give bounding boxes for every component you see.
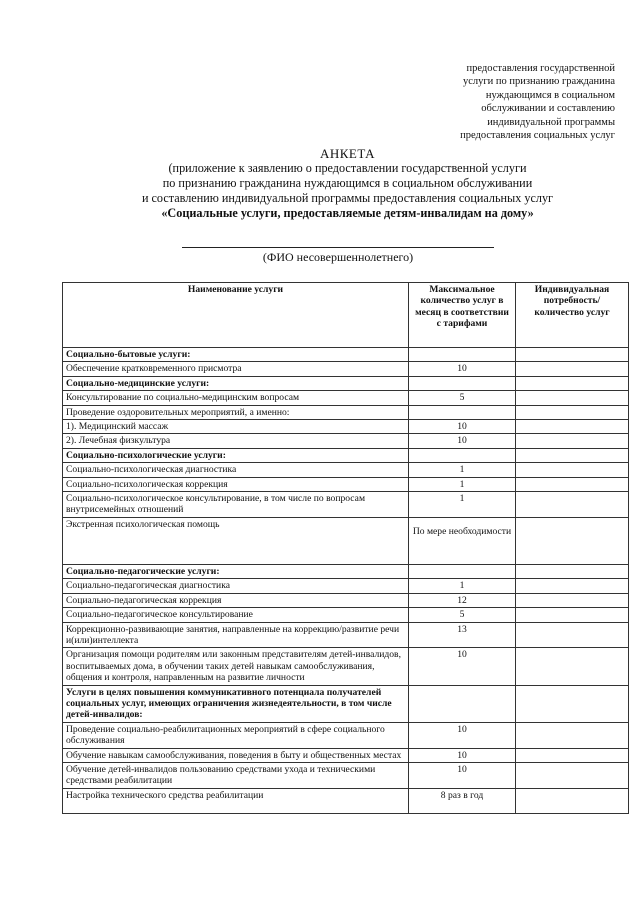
service-name: Проведение оздоровительных мероприятий, а именно:	[63, 405, 409, 419]
individual-need-cell[interactable]	[516, 579, 629, 593]
individual-need-cell[interactable]	[516, 362, 629, 376]
individual-need-cell[interactable]	[516, 762, 629, 788]
column-header-name: Наименование услуги	[63, 283, 409, 348]
fio-label: (ФИО несовершеннолетнего)	[262, 250, 414, 264]
table-row	[63, 463, 629, 477]
table-row	[63, 517, 629, 564]
header-note	[425, 62, 615, 142]
table-row	[63, 593, 629, 607]
individual-need-cell[interactable]	[516, 748, 629, 762]
max-count-cell: 10	[409, 648, 516, 685]
column-header-max: Максимальное количество услуг в месяц в соответствии с тарифами	[409, 283, 516, 348]
table-row	[63, 391, 629, 405]
service-name: Социально-психологическая диагностика	[63, 463, 409, 477]
max-count-cell	[409, 348, 516, 362]
table-row	[63, 477, 629, 491]
service-name: Обеспечение кратковременного присмотра	[63, 362, 409, 376]
individual-need-cell[interactable]	[516, 648, 629, 685]
individual-need-cell[interactable]	[516, 593, 629, 607]
service-name: Коррекционно-развивающие занятия, направленные на коррекцию/развитие речи и(или)интеллекта	[63, 622, 409, 648]
header-note-line: предоставления социальных услуг	[460, 130, 615, 142]
section-title: Социально-педагогические услуги:	[63, 564, 409, 578]
service-name: 2). Лечебная физкультура	[63, 434, 409, 448]
fio-input-line[interactable]	[182, 247, 494, 248]
form-title: АНКЕТА	[319, 146, 376, 161]
table-row	[63, 405, 629, 419]
header-note-line: индивидуальной программы	[487, 116, 615, 128]
individual-need-cell[interactable]	[516, 622, 629, 648]
individual-need-cell[interactable]	[516, 685, 629, 722]
section-row	[63, 376, 629, 390]
header-note-line: услуги по признанию гражданина	[462, 76, 615, 88]
service-name: Социально-психологическая коррекция	[63, 477, 409, 491]
max-count-cell	[409, 685, 516, 722]
service-name: Социально-педагогическая коррекция	[63, 593, 409, 607]
table-row	[63, 788, 629, 813]
max-count-cell	[409, 376, 516, 390]
section-row	[63, 448, 629, 462]
table-row	[63, 608, 629, 622]
service-name: Экстренная психологическая помощь	[63, 517, 409, 564]
column-header-individual: Индивидуальная потребность/ количество услуг	[516, 283, 629, 348]
individual-need-cell[interactable]	[516, 376, 629, 390]
section-row	[63, 348, 629, 362]
table-body	[63, 348, 629, 814]
subtitle-line: по признанию гражданина нуждающимся в социальном обслуживании	[162, 176, 533, 190]
table-row	[63, 579, 629, 593]
service-name: Организация помощи родителям или законным представителям детей-инвалидов, воспитываемых дома, в обучении таких детей навыкам самообслуживания, общения и контроля, направленным на развитие личности	[63, 648, 409, 685]
table-row	[63, 622, 629, 648]
individual-need-cell[interactable]	[516, 348, 629, 362]
services-table	[62, 282, 629, 814]
max-count-cell	[409, 448, 516, 462]
service-name: Социально-педагогическое консультирование	[63, 608, 409, 622]
title-block	[60, 146, 635, 221]
individual-need-cell[interactable]	[516, 420, 629, 434]
individual-need-cell[interactable]	[516, 492, 629, 518]
table-row	[63, 492, 629, 518]
service-title: «Социальные услуги, предоставляемые детям-инвалидам на дому»	[161, 206, 534, 220]
service-name: Консультирование по социально-медицинским вопросам	[63, 391, 409, 405]
header-note-line: предоставления государственной	[466, 63, 615, 74]
max-count-cell: 10	[409, 420, 516, 434]
max-count-cell: 5	[409, 608, 516, 622]
individual-need-cell[interactable]	[516, 517, 629, 564]
max-count-cell	[409, 564, 516, 578]
individual-need-cell[interactable]	[516, 564, 629, 578]
table-row	[63, 762, 629, 788]
service-name: 1). Медицинский массаж	[63, 420, 409, 434]
service-name: Социально-педагогическая диагностика	[63, 579, 409, 593]
table-row	[63, 362, 629, 376]
individual-need-cell[interactable]	[516, 477, 629, 491]
service-name: Проведение социально-реабилитационных мероприятий в сфере социального обслуживания	[63, 722, 409, 748]
max-count-cell: 10	[409, 748, 516, 762]
individual-need-cell[interactable]	[516, 448, 629, 462]
header-note-line: нуждающимся в социальном	[485, 89, 615, 101]
header-note-line: обслуживании и составлению	[481, 103, 615, 115]
individual-need-cell[interactable]	[516, 463, 629, 477]
max-count-cell	[409, 405, 516, 419]
max-count-cell: 10	[409, 434, 516, 448]
individual-need-cell[interactable]	[516, 434, 629, 448]
section-row	[63, 685, 629, 722]
max-count-cell: 10	[409, 722, 516, 748]
max-count-cell: 10	[409, 362, 516, 376]
section-title: Социально-медицинские услуги:	[63, 376, 409, 390]
table-header-row	[63, 283, 629, 348]
table-row	[63, 434, 629, 448]
max-count-cell: 10	[409, 762, 516, 788]
section-title: Социально-бытовые услуги:	[63, 348, 409, 362]
table-row	[63, 748, 629, 762]
section-title: Услуги в целях повышения коммуникативного потенциала получателей социальных услуг, имеющих ограничения жизнедеятельности, в том числе детей-инвалидов:	[63, 685, 409, 722]
max-count-cell: 1	[409, 492, 516, 518]
section-row	[63, 564, 629, 578]
max-count-cell: 1	[409, 463, 516, 477]
individual-need-cell[interactable]	[516, 405, 629, 419]
individual-need-cell[interactable]	[516, 788, 629, 813]
individual-need-cell[interactable]	[516, 391, 629, 405]
max-count-cell: 1	[409, 477, 516, 491]
table-row	[63, 722, 629, 748]
max-count-cell: 8 раз в год	[409, 788, 516, 813]
service-name: Обучение навыкам самообслуживания, поведения в быту и общественных местах	[63, 748, 409, 762]
max-count-cell: 1	[409, 579, 516, 593]
subtitle-line: (приложение к заявлению о предоставлении государственной услуги	[168, 161, 527, 175]
section-title: Социально-психологические услуги:	[63, 448, 409, 462]
individual-need-cell[interactable]	[516, 608, 629, 622]
subtitle-line: и составлению индивидуальной программы предоставления социальных услуг	[141, 191, 554, 205]
table-row	[63, 420, 629, 434]
service-name: Социально-психологическое консультирование, в том числе по вопросам внутрисемейных отношений	[63, 492, 409, 518]
table-row	[63, 648, 629, 685]
max-count-cell: 13	[409, 622, 516, 648]
max-count-cell: По мере необходимости	[409, 517, 516, 564]
individual-need-cell[interactable]	[516, 722, 629, 748]
service-name: Настройка технического средства реабилитации	[63, 788, 409, 813]
max-count-cell: 5	[409, 391, 516, 405]
service-name: Обучение детей-инвалидов пользованию средствами ухода и техническими средствами реабилитации	[63, 762, 409, 788]
max-count-cell: 12	[409, 593, 516, 607]
